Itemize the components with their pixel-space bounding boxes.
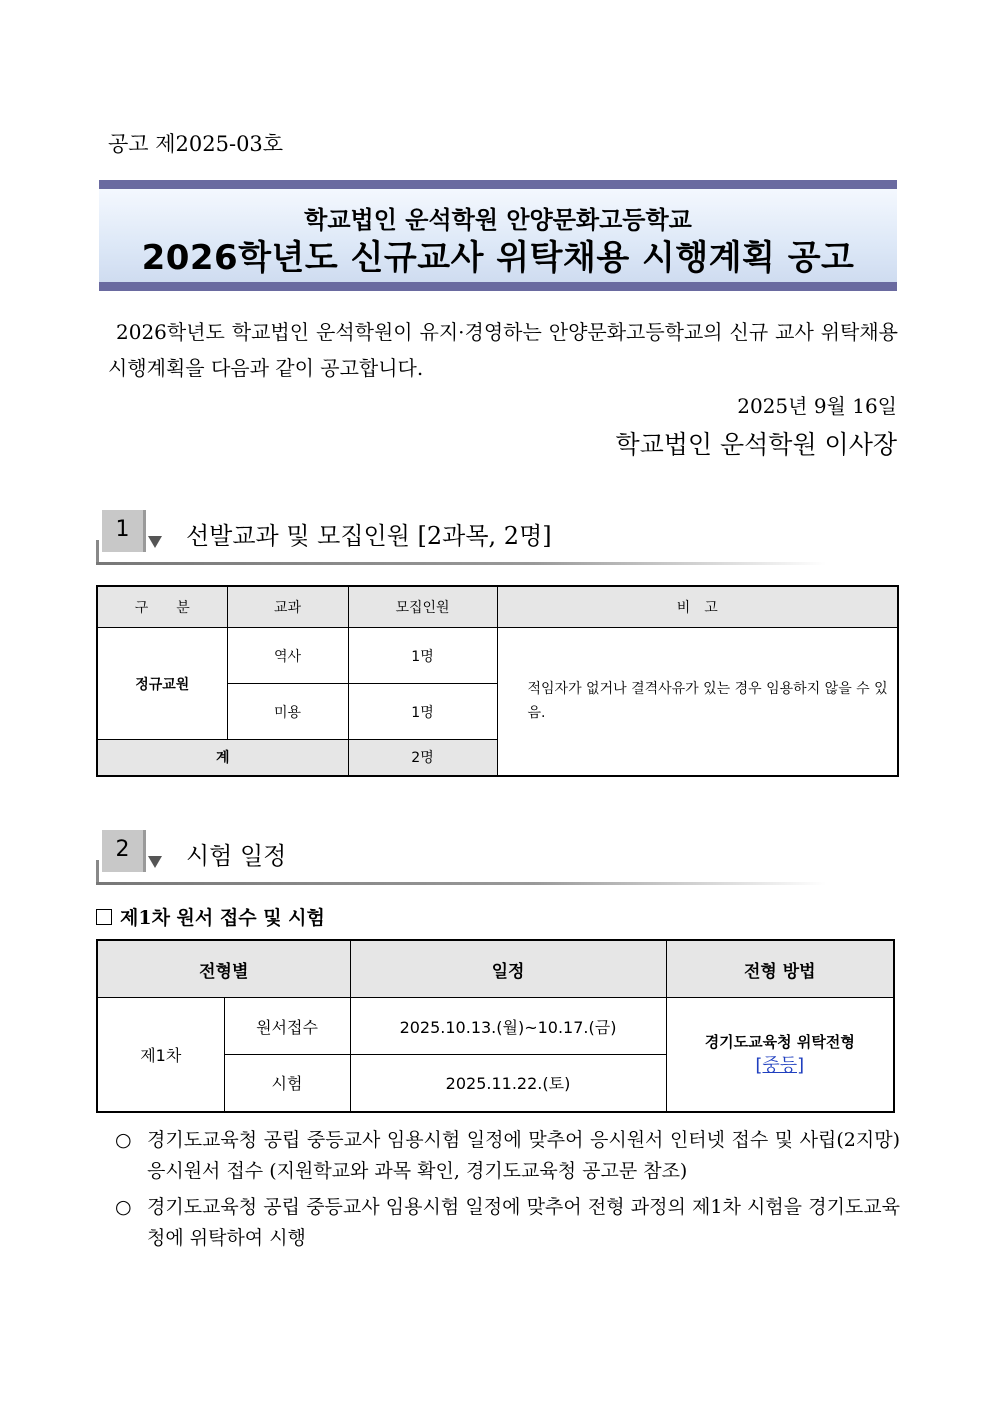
total-label: 계	[97, 740, 348, 776]
header-count: 모집인원	[348, 586, 497, 628]
bullet-text: 경기도교육청 공립 중등교사 임용시험 일정에 맞추어 응시원서 인터넷 접수 및 사립(2지망) 응시원서 접수 (지원학교와 과목 확인, 경기도교육청 공고문 참조)	[147, 1129, 900, 1182]
bullet-item	[115, 1125, 900, 1187]
table-row	[97, 628, 898, 684]
section-corner	[96, 860, 99, 884]
section-corner	[96, 540, 99, 564]
signer: 학교법인 운석학원 이사장	[615, 430, 897, 459]
recruitment-table	[96, 585, 899, 777]
subheading	[96, 903, 325, 930]
header-method: 전형 방법	[666, 940, 894, 998]
schedule-cell: 2025.10.13.(월)~10.17.(금)	[350, 998, 666, 1055]
table-header-row	[97, 940, 894, 998]
step-cell: 시험	[224, 1055, 350, 1112]
header-category: 구 분	[97, 586, 227, 628]
table-row	[97, 998, 894, 1055]
schedule-cell: 2025.11.22.(토)	[350, 1055, 666, 1112]
stage-cell: 제1차	[97, 998, 224, 1112]
note-cell: 적임자가 없거나 결격사유가 있는 경우 임용하지 않을 수 있음.	[497, 628, 898, 776]
subheading-text: 제1차 원서 접수 및 시험	[120, 907, 325, 929]
count-cell: 1명	[348, 684, 497, 740]
title-top-bar	[99, 180, 897, 189]
triangle-icon	[148, 536, 162, 548]
title-bottom-bar	[99, 282, 897, 291]
checkbox-icon	[96, 909, 112, 925]
triangle-icon	[148, 856, 162, 868]
section-2-header	[96, 830, 826, 890]
section-underline	[96, 562, 826, 565]
category-cell: 정규교원	[97, 628, 227, 740]
circle-bullet-icon: ○	[115, 1129, 132, 1151]
notice-number: 공고 제2025-03호	[108, 132, 284, 156]
header-stage: 전형별	[97, 940, 350, 998]
notice-date: 2025년 9월 16일	[737, 394, 897, 418]
section-title: 시험 일정	[186, 842, 287, 870]
method-text: 경기도교육청 위탁전형	[704, 1033, 855, 1052]
method-link[interactable]: [중등]	[755, 1055, 805, 1077]
step-cell: 원서접수	[224, 998, 350, 1055]
header-subject: 교과	[227, 586, 348, 628]
bullet-text: 경기도교육청 공립 중등교사 임용시험 일정에 맞추어 전형 과정의 제1차 시험을 경기도교육청에 위탁하여 시행	[147, 1196, 900, 1249]
bullet-item	[115, 1192, 900, 1254]
section-underline	[96, 882, 826, 885]
section-1-header	[96, 510, 826, 570]
section-number-badge: 1	[102, 510, 146, 552]
table-header-row	[97, 586, 898, 628]
section-number-badge: 2	[102, 830, 146, 872]
subject-cell: 역사	[227, 628, 348, 684]
header-schedule: 일정	[350, 940, 666, 998]
section-title: 선발교과 및 모집인원 [2과목, 2명]	[186, 522, 552, 550]
subject-cell: 미용	[227, 684, 348, 740]
intro-paragraph: 2026학년도 학교법인 운석학원이 유지·경영하는 안양문화고등학교의 신규 교사 위탁채용 시행계획을 다음과 같이 공고합니다.	[108, 320, 898, 380]
total-count: 2명	[348, 740, 497, 776]
header-note: 비 고	[497, 586, 898, 628]
title-banner	[99, 180, 897, 291]
circle-bullet-icon: ○	[115, 1196, 132, 1218]
schedule-table	[96, 939, 895, 1113]
count-cell: 1명	[348, 628, 497, 684]
notice-title: 2026학년도 신규교사 위탁채용 시행계획 공고	[141, 238, 855, 278]
school-name: 학교법인 운석학원 안양문화고등학교	[304, 206, 692, 234]
method-cell	[666, 998, 894, 1112]
